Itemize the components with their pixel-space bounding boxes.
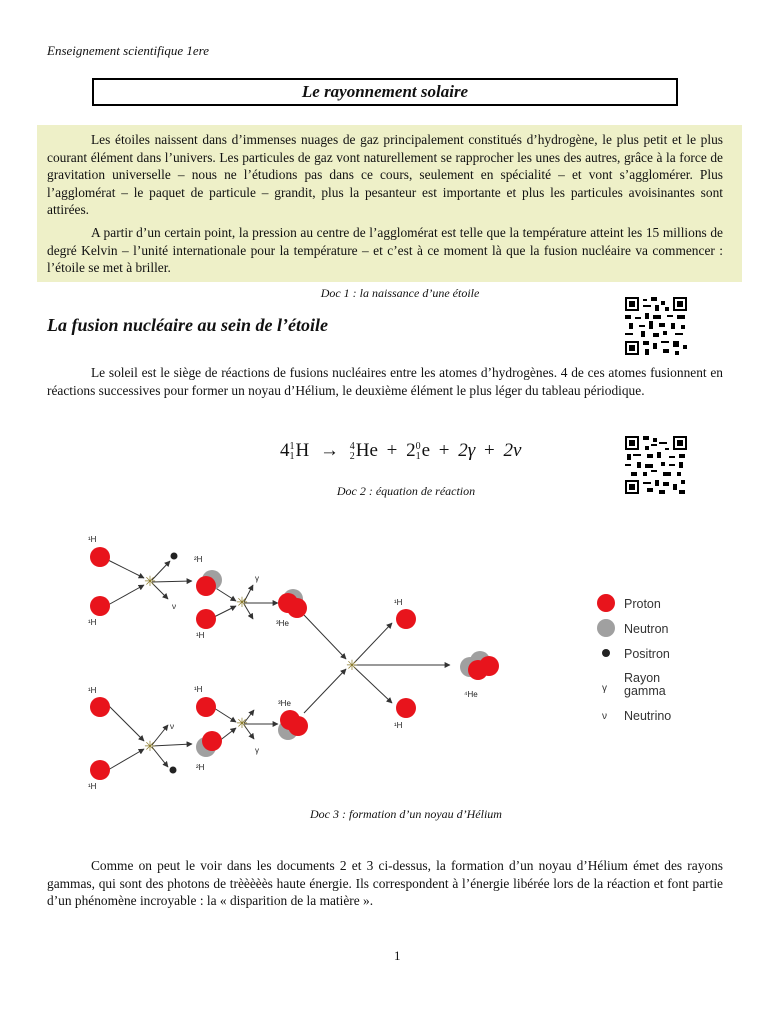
label-he3: ³He: [278, 699, 291, 708]
neutrino-label: ν: [172, 602, 176, 611]
svg-text:✳: ✳: [236, 715, 248, 731]
label-h1: ¹H: [394, 598, 403, 607]
proton: [196, 576, 216, 596]
qr-code-2[interactable]: [625, 436, 687, 494]
doc2-caption: Doc 2 : équation de réaction: [336, 484, 476, 498]
page-title: Le rayonnement solaire: [92, 78, 678, 106]
eq-iso-2: 4 2: [349, 440, 355, 462]
proton: [288, 716, 308, 736]
proton: [196, 609, 216, 629]
proton: [479, 656, 499, 676]
legend-proton-label: Proton: [624, 597, 661, 611]
reaction-equation: 4 1 1 H → 4 2 He + 2 0 1 e + 2γ + 2ν: [280, 440, 522, 462]
gamma-label: γ: [255, 746, 259, 755]
neutrino-label: ν: [170, 722, 174, 731]
label-h1: ¹H: [194, 685, 203, 694]
legend: [597, 594, 671, 723]
gamma-label: γ: [255, 574, 259, 583]
legend-gamma-icon: γ: [602, 683, 607, 694]
proton: [202, 731, 222, 751]
legend-proton-icon: [597, 594, 615, 612]
legend-neutrino-label: Neutrino: [624, 709, 672, 723]
legend-neutron-icon: [597, 619, 615, 637]
proton: [90, 760, 110, 780]
label-he4: ⁴He: [464, 690, 478, 699]
intro-paragraph-1: Les étoiles naissent dans d’immenses nuages de gaz principalement constitués d’hydrogène, le plus petit et le plus courant élément dans l’univers. Les particules de gaz vont naturellement se rapprocher les unes des autres, grâce à la force de gravitation universelle – nous ne l’étudions pas dans ce cours, seulement en spécialité – et vont s’agglomérer. Plus l’agglomérat – le paquet de particule – grandit, plus la pesanteur est importante et plus les particules avoisinantes sont attirées.: [47, 132, 723, 218]
intro-paragraph-2: A partir d’un certain point, la pression au centre de l’agglomérat est telle que la température atteint les 15 millions de degré Kelvin – l’unité internationale pour la température – et c’est à ce moment là que la fusion nucléaire va commencer : l’étoile se met à briller.: [47, 225, 723, 276]
label-h1: ¹H: [88, 535, 97, 544]
label-h1: ¹H: [394, 721, 403, 730]
label-he3: ³He: [276, 619, 289, 628]
positron: [171, 553, 178, 560]
label-h2: ²H: [194, 555, 203, 564]
positron: [170, 767, 177, 774]
legend-gamma-label: Rayon: [624, 671, 661, 685]
label-h1: ¹H: [88, 782, 97, 791]
reaction-point-icons: [144, 573, 358, 754]
course-header: Enseignement scientifique 1ere: [47, 43, 209, 58]
fusion-diagram: [78, 525, 718, 797]
legend-positron-label: Positron: [624, 647, 670, 661]
proton: [196, 697, 216, 717]
svg-text:✳: ✳: [144, 573, 156, 589]
doc1-caption: Doc 1 : la naissance d’une étoile: [320, 286, 480, 300]
section-title: La fusion nucléaire au sein de l’étoile: [47, 315, 328, 335]
label-h1: ¹H: [88, 686, 97, 695]
proton: [90, 697, 110, 717]
label-h2: ²H: [196, 763, 205, 772]
eq-iso-3: 0 1: [415, 440, 421, 462]
qr-code-1[interactable]: [625, 297, 687, 355]
svg-text:✳: ✳: [236, 594, 248, 610]
proton: [396, 609, 416, 629]
reaction-arrows: [108, 560, 450, 770]
label-h1: ¹H: [88, 618, 97, 627]
proton: [287, 598, 307, 618]
svg-text:✳: ✳: [346, 657, 358, 673]
eq-arrow: →: [319, 440, 339, 461]
legend-positron-icon: [602, 649, 610, 657]
proton: [90, 547, 110, 567]
conclusion-paragraph: Comme on peut le voir dans les documents 2 et 3 ci-dessus, la formation d’un noyau d’Hélium émet des rayons gammas, qui sont des photons de trèèèèès haute énergie. Ils correspondent à l’énergie libérée lors de la réaction et font partie d’un phénomène incroyable : la « disparition de la matière ».: [47, 858, 723, 909]
legend-gamma-label-2: gamma: [624, 684, 666, 698]
label-h1: ¹H: [196, 631, 205, 640]
proton: [396, 698, 416, 718]
legend-neutrino-icon: ν: [602, 711, 607, 722]
section-paragraph: Le soleil est le siège de réactions de fusions nucléaires entre les atomes d’hydrogènes. 4 de ces atomes fusionnent en réactions successives pour former un noyau d’Hélium, le deuxième élément le plus léger du tableau périodique.: [47, 365, 723, 398]
proton: [90, 596, 110, 616]
eq-iso-1: 1 1: [289, 440, 295, 462]
legend-neutron-label: Neutron: [624, 622, 669, 636]
eq-coef-1: 4: [280, 440, 290, 461]
page-number: 1: [394, 948, 401, 963]
doc3-caption: Doc 3 : formation d’un noyau d’Hélium: [310, 807, 502, 821]
svg-text:✳: ✳: [144, 738, 156, 754]
